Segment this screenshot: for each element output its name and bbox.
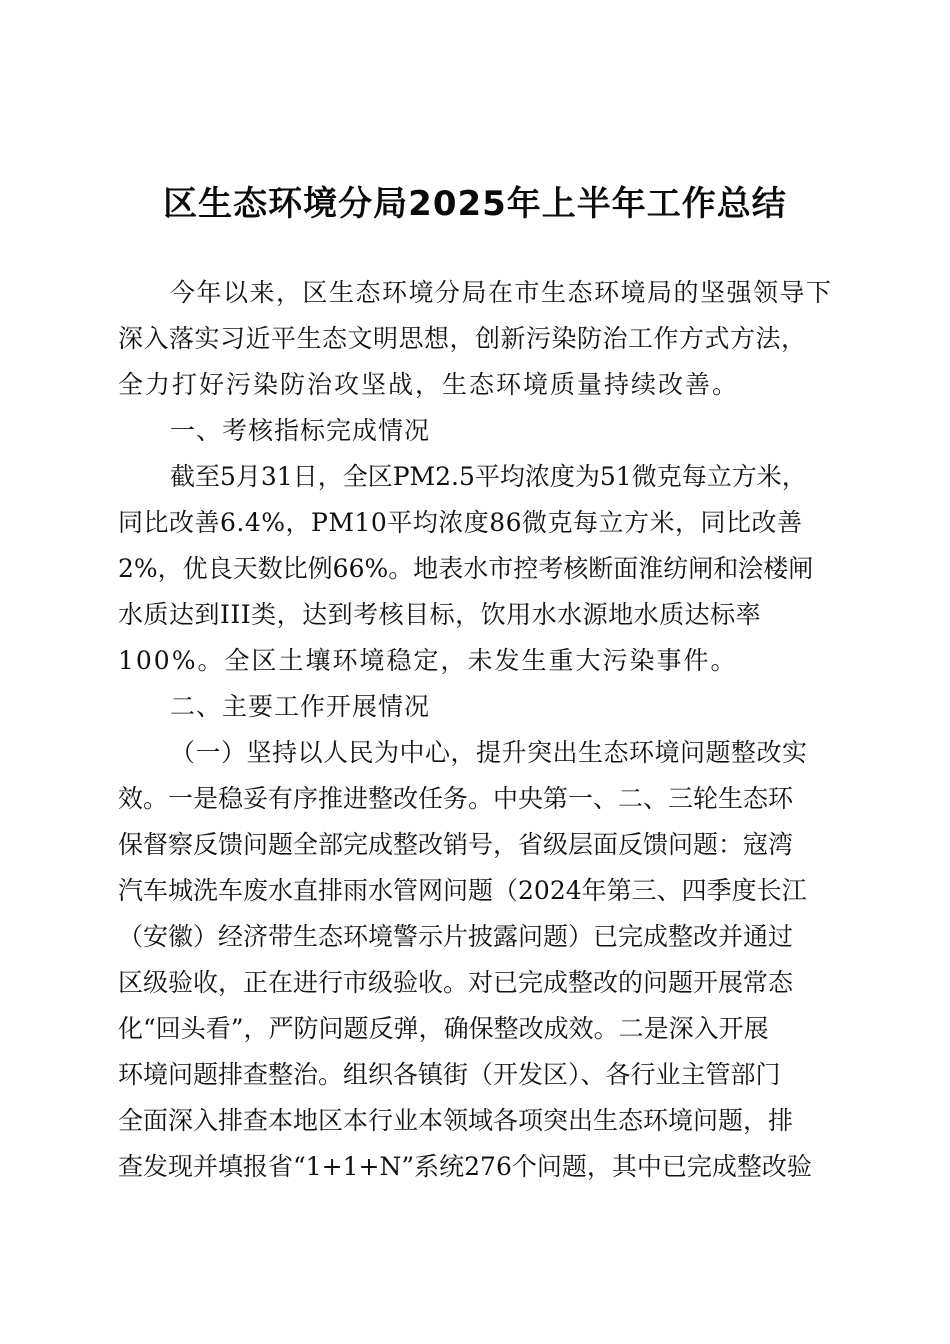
paragraph-line: 全面深入排查本地区本行业本领域各项突出生态环境问题，排 <box>118 1106 794 1135</box>
paragraph-line: 深入落实习近平生态文明思想，创新污染防治工作方式方法， <box>118 324 807 353</box>
paragraph-line: 截至5月31日，全区PM2.5平均浓度为51微克每立方米， <box>170 462 807 491</box>
document-body <box>118 270 834 1190</box>
subsection-heading-line: （一）坚持以人民为中心，提升突出生态环境问题整改实 <box>170 738 808 767</box>
document-title: 区生态环境分局2025年上半年工作总结 <box>163 184 787 224</box>
paragraph-line: 全力打好污染防治攻坚战，生态环境质量持续改善。 <box>118 370 740 399</box>
paragraph-line: 化“回头看”，严防问题反弹，确保整改成效。二是深入开展 <box>118 1014 769 1043</box>
paragraph-line: 环境问题排查整治。组织各镇街（开发区）、各行业主管部门 <box>118 1060 781 1089</box>
paragraph-line: 保督察反馈问题全部完成整改销号，省级层面反馈问题：寇湾 <box>118 830 794 859</box>
paragraph-line: 2%，优良天数比例66%。地表水市控考核断面淮纺闸和浍楼闸 <box>118 554 814 583</box>
section-heading: 一、考核指标完成情况 <box>170 416 431 445</box>
paragraph-line: 100%。全区土壤环境稳定，未发生重大污染事件。 <box>118 646 738 675</box>
paragraph-line: 效。一是稳妥有序推进整改任务。中央第一、二、三轮生态环 <box>118 784 794 813</box>
paragraph-line: 查发现并填报省“1+1+N”系统276个问题，其中已完成整改验 <box>118 1152 812 1181</box>
paragraph-line: 今年以来，区生态环境分局在市生态环境局的坚强领导下 <box>170 278 833 307</box>
section-heading: 二、主要工作开展情况 <box>170 692 431 721</box>
paragraph-line: 区级验收，正在进行市级验收。对已完成整改的问题开展常态 <box>118 968 794 997</box>
paragraph-line: 汽车城洗车废水直排雨水管网问题（2024年第三、四季度长江 <box>118 876 807 905</box>
paragraph-line: 水质达到III类，达到考核目标，饮用水水源地水质达标率 <box>118 600 762 629</box>
paragraph-line: 同比改善6.4%，PM10平均浓度86微克每立方米，同比改善 <box>118 508 803 537</box>
paragraph-line: （安徽）经济带生态环境警示片披露问题）已完成整改并通过 <box>118 922 794 951</box>
